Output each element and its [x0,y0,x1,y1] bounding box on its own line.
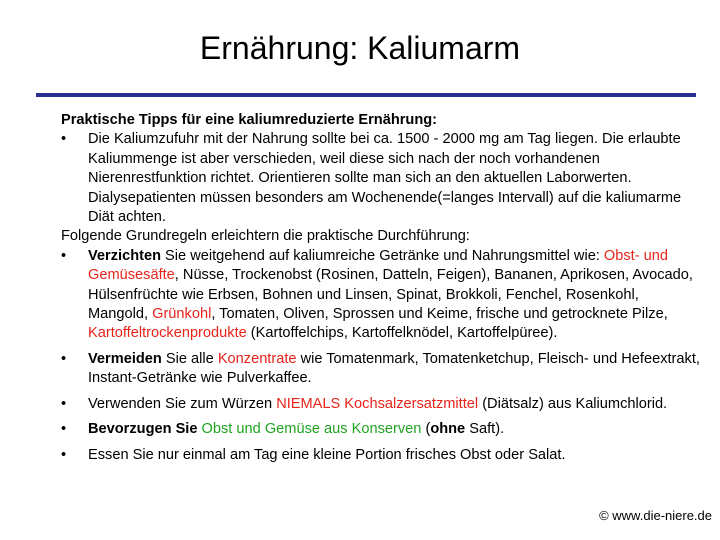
bullet-icon: • [61,446,67,463]
highlight-red: Grünkohl [152,306,212,323]
subheading: Praktische Tipps für eine kaliumreduzierte Ernährung: [61,112,438,128]
rule-text: Sie alle [161,350,218,367]
rule-item-bevorzugen [61,420,701,439]
slide-title: Ernährung: Kaliumarm [199,30,521,66]
bullet-icon: • [61,395,67,412]
copyright-footer: © www.die-niere.de [599,508,712,523]
intro-list-item [61,130,701,227]
rule-text: (Diätsalz) aus Kaliumchlorid. [478,395,668,412]
highlight-red: Konzentrate [217,350,297,367]
rule-text: (Kartoffelchips, Kartoffelknödel, Kartoffelpüree). [246,325,558,342]
bullet-icon: • [61,421,67,438]
rule-item-essen [61,446,701,465]
rule-text: wie Tomatenmark, Tomatenketchup, Fleisch- und Hefeextrakt, Instant-Getränke wie Pulverkaffee. [88,350,700,387]
rule-text: ( [421,421,431,438]
rule-keyword: Vermeiden [88,350,162,367]
rule-keyword: Verzichten [88,247,161,264]
highlight-red: NIEMALS Kochsalzersatzmittel [276,395,479,412]
highlight-green: Obst und Gemüse aus Konserven [201,421,422,438]
rule-text: Sie weitgehend auf kaliumreiche Getränke und Nahrungsmittel wie: [161,247,604,264]
rule-text: Saft). [465,421,505,438]
rule-text: , Nüsse, Trockenobst (Rosinen, Datteln, Feigen), Bananen, Aprikosen, Avocado, Hülsenfrüchte wie Erbsen, Bohnen und Linsen, Spinat, Brokkoli, Fenchel, Rosenkohl, Mangold, [88,267,693,323]
rule-item-wuerzen [61,395,701,414]
rule-keyword: Bevorzugen Sie [88,421,198,438]
rule-text: , Tomaten, Oliven, Sprossen und Keime, frische und getrocknete Pilze, [211,306,668,323]
bullet-icon: • [61,131,67,148]
bullet-icon: • [61,350,67,367]
title-divider [36,93,696,97]
slide-content [61,111,701,465]
rule-item-vermeiden [61,350,701,389]
rules-intro: Folgende Grundregeln erleichtern die praktische Durchführung: [61,228,470,245]
intro-text: Die Kaliumzufuhr mit der Nahrung sollte bei ca. 1500 - 2000 mg am Tag liegen. Die erlaubte Kaliummenge ist aber verschieden, weil diese sich nach der noch vorhandenen Nierenrestfunktion richtet. Orientieren sollte man sich an den aktuellen Laborwerten. Dialysepatienten müssen besonders am Wochenende(=langes Intervall) auf die kaliumarme Diät achten. [88,131,682,226]
rule-item-verzichten [61,247,701,344]
rule-keyword: ohne [430,421,466,438]
rule-text: Essen Sie nur einmal am Tag eine kleine Portion frisches Obst oder Salat. [88,446,566,463]
bullet-icon: • [61,247,67,264]
highlight-red: Obst- und Gemüsesäfte [88,247,669,284]
highlight-red: Kartoffeltrockenprodukte [88,325,247,342]
rule-text: Verwenden Sie zum Würzen [88,395,277,412]
